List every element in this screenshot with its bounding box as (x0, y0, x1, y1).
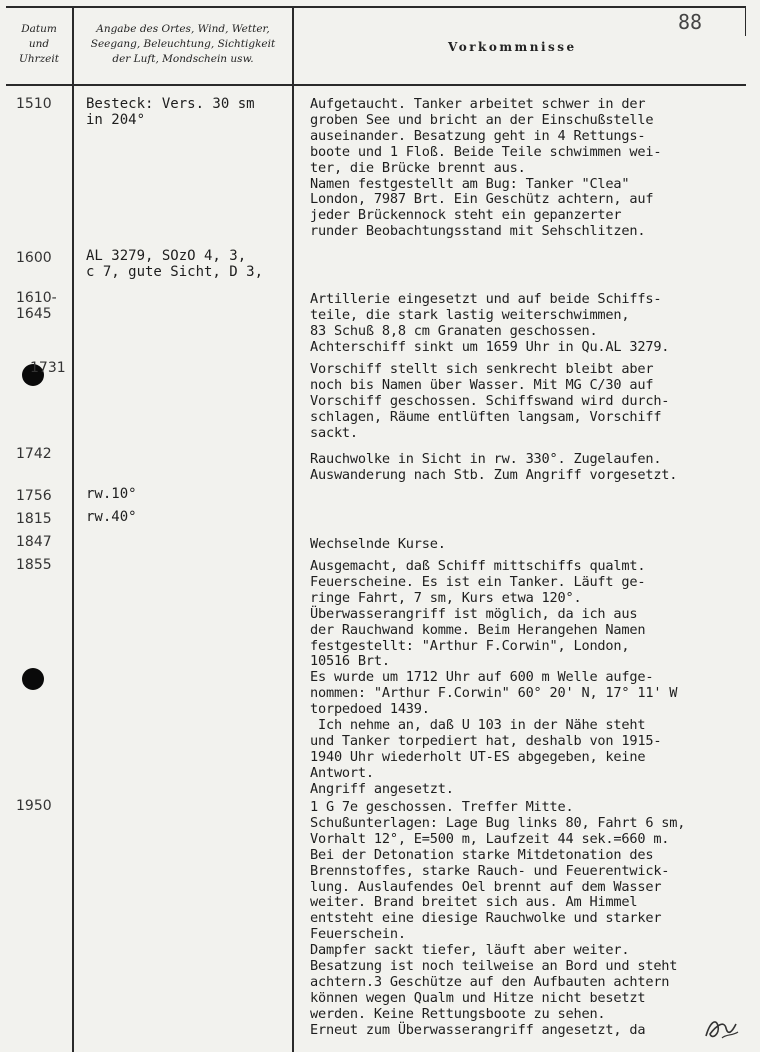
header-location-weather (76, 22, 290, 67)
entry-time: 1847 (16, 534, 52, 550)
punch-hole-lower (22, 668, 44, 690)
header-location-line1: Angabe des Ortes, Wind, Wetter, (96, 23, 270, 35)
handwritten-initials (702, 1012, 742, 1044)
entry-time: 1600 (16, 250, 52, 266)
entry-location: rw.40° (86, 509, 137, 525)
entry-text: 1 G 7e geschossen. Treffer Mitte. Schußunterlagen: Lage Bug links 80, Fahrt 6 sm, Vorhalt 12°, E=500 m, Laufzeit 44 sek.=660 m. Bei der Detonation starke Mitdetonation des Brennstoffes, starke Rauch- und Feuerentwick- lung. Auslaufendes Oel brennt auf dem Wasser weiter. Brand breitet sich aus. Am Himmel entsteht eine diesige Rauchwolke und starker Feuerschein. Dampfer sackt tiefer, läuft aber weiter. Besatzung ist noch teilweise an Bord und steht achtern.3 Geschütze auf den Aufbauten achtern können wegen Qualm und Hitze nicht besetzt werden. Keine Rettungsboote zu sehen. Erneut zum Überwasserangriff angesetzt, da (310, 799, 686, 1038)
entry-text: Rauchwolke in Sicht in rw. 330°. Zugelaufen. Auswanderung nach Stb. Zum Angriff vorgesetzt. (310, 451, 678, 483)
entry-time: 1855 (16, 557, 52, 573)
top-rule (6, 6, 746, 8)
right-edge-rule (745, 6, 746, 36)
header-date-line3: Uhrzeit (19, 53, 59, 65)
column-rule-2 (292, 6, 294, 1052)
header-rule (6, 84, 746, 86)
page-number: 88 (678, 10, 703, 34)
entry-time: 1610- 1645 (16, 290, 57, 322)
entry-time: 1510 (16, 96, 52, 112)
header-date-time (8, 22, 70, 67)
entry-text: Ausgemacht, daß Schiff mittschiffs qualmt. Feuerscheine. Es ist ein Tanker. Läuft ge- ringe Fahrt, 7 sm, Kurs etwa 120°. Überwasserangriff ist möglich, da ich aus der Rauchwand komme. Beim Herangehen Namen festgestellt: "Arthur F.Corwin", London, 10516 Brt. Es wurde um 1712 Uhr auf 600 m Welle aufge- nommen: "Arthur F.Corwin" 60° 20' N, 17° 11' W torpedoed 1439. Ich nehme an, daß U 103 in der Nähe steht und Tanker torpediert hat, deshalb von 1915- 1940 Uhr wiederholt UT-ES abgegeben, keine Antwort. Angriff angesetzt. (310, 558, 678, 797)
entry-time: 1756 (16, 488, 52, 504)
entry-location: AL 3279, SOzO 4, 3, c 7, gute Sicht, D 3, (86, 248, 264, 280)
entry-location: rw.10° (86, 486, 137, 502)
entry-text: Artillerie eingesetzt und auf beide Schiffs- teile, die stark lastig weiterschwimmen, 83 Schuß 8,8 cm Granaten geschossen. Achterschiff sinkt um 1659 Uhr in Qu.AL 3279. (310, 291, 670, 355)
entry-text: Vorschiff stellt sich senkrecht bleibt aber noch bis Namen über Wasser. Mit MG C/30 auf Vorschiff geschossen. Schiffswand wird durch- schlagen, Räume entlüften langsam, Vorschiff sackt. (310, 361, 670, 441)
header-location-line3: der Luft, Mondschein usw. (112, 53, 254, 65)
column-rule-1 (72, 6, 74, 1052)
entry-text: Aufgetaucht. Tanker arbeitet schwer in der groben See und bricht an der Einschußstelle auseinander. Besatzung geht in 4 Rettungs- boote und 1 Floß. Beide Teile schwimmen wei- ter, die Brücke brennt aus. Namen festgestellt am Bug: Tanker "Clea" London, 7987 Brt. Ein Geschütz achtern, auf jeder Brückennock steht ein gepanzerter runder Beobachtungsstand mit Sehschlitzen. (310, 96, 662, 240)
header-events: Vorkommnisse (448, 40, 577, 54)
entry-time: 1815 (16, 511, 52, 527)
entry-text: Wechselnde Kurse. (310, 536, 446, 552)
entry-location: Besteck: Vers. 30 sm in 204° (86, 96, 255, 128)
header-date-line2: und (28, 38, 50, 50)
entry-time: 1742 (16, 446, 52, 462)
entry-time: 1731 (30, 360, 66, 376)
entry-time: 1950 (16, 798, 52, 814)
header-date-line1: Datum (21, 23, 57, 35)
header-location-line2: Seegang, Beleuchtung, Sichtigkeit (90, 38, 276, 50)
